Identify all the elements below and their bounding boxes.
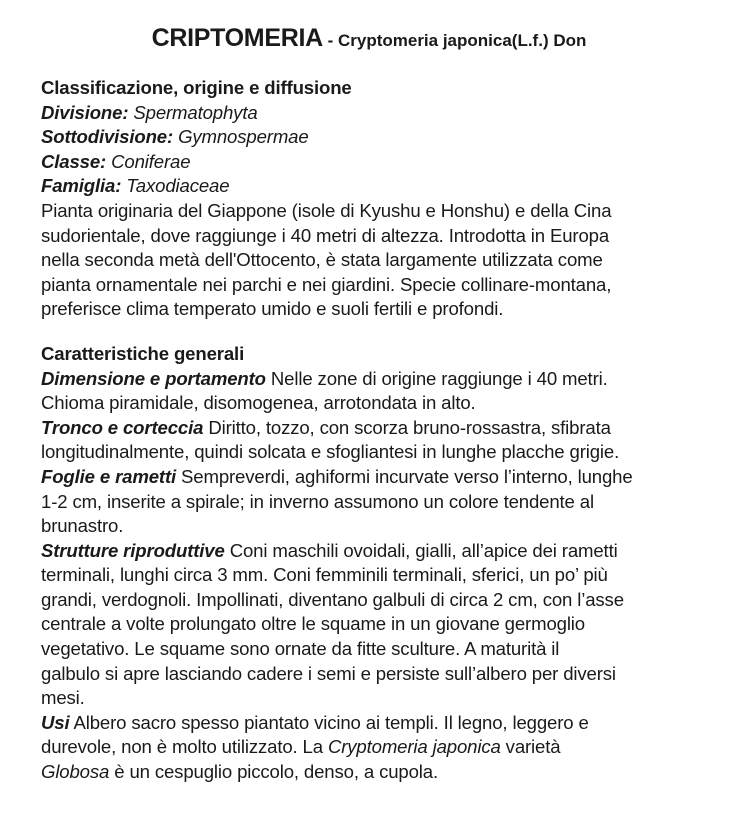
leaves-text: Sempreverdi, aghiformi incurvate verso l’interno, lunghe [176,465,633,487]
title-main: CRIPTOMERIA [151,24,323,52]
uses-text: varietà [500,736,561,758]
trunk-text: Diritto, tozzo, con scorza bruno-rossastra, sfibrata [203,416,611,438]
size-label: Dimensione e portamento [41,367,266,389]
repro-paragraph-line: centrale a volte prolungato oltre le squame in un giovane germoglio [41,613,585,635]
trunk-paragraph-line [41,416,721,441]
repro-paragraph-line [41,539,721,564]
section-heading-classification: Classificazione, origine e diffusione [41,77,352,98]
subdivision-label: Sottodivisione: [41,126,174,148]
division-label: Divisione: [41,101,129,123]
family-label: Famiglia: [41,175,122,197]
division-row [41,101,721,126]
size-text: Nelle zone di origine raggiunge i 40 metri. [265,367,608,389]
division-value: Spermatophyta [128,101,258,123]
origin-text-line: pianta ornamentale nei parchi e nei giardini. Specie collinare-montana, [41,273,612,295]
section-spacer [41,322,721,342]
leaves-paragraph-line [41,465,721,490]
class-value: Coniferae [106,150,191,172]
repro-paragraph-line: mesi. [41,687,85,709]
trunk-label: Tronco e corteccia [41,416,204,438]
document-body [41,76,721,785]
origin-text-line: sudorientale, dove raggiunge i 40 metri di altezza. Introdotta in Europa [41,224,610,246]
class-row [41,150,721,175]
repro-label: Strutture riproduttive [41,539,225,561]
uses-paragraph-line [41,711,721,736]
origin-text-line: Pianta originaria del Giappone (isole di Kyushu e Honshu) e della Cina [41,199,612,221]
origin-text-line: nella seconda metà dell'Ottocento, è stata largamente utilizzata come [41,249,603,271]
repro-paragraph-line: vegetativo. Le squame sono ornate da fitte sculture. A maturità il [41,638,560,660]
uses-text: durevole, non è molto utilizzato. La [41,736,328,758]
repro-paragraph-line: grandi, verdognoli. Impollinati, diventano galbuli di circa 2 cm, con l’asse [41,588,624,610]
leaves-label: Foglie e rametti [41,465,177,487]
family-value: Taxodiaceae [121,175,230,197]
origin-text-line: preferisce clima temperato umido e suoli fertili e profondi. [41,298,504,320]
leaves-paragraph-line: 1-2 cm, inserite a spirale; in inverno assumono un colore tendente al [41,490,594,512]
size-paragraph-line: Chioma piramidale, disomogenea, arrotondata in alto. [41,392,476,414]
repro-paragraph-line: galbulo si apre lasciando cadere i semi e persiste sull’albero per diversi [41,662,616,684]
uses-label: Usi [41,711,70,733]
species-name: Cryptomeria japonica [327,736,501,758]
uses-paragraph-line [41,760,721,785]
uses-text: è un cespuglio piccolo, denso, a cupola. [109,761,438,783]
subdivision-value: Gymnospermae [173,126,309,148]
family-row [41,174,721,199]
repro-paragraph-line: terminali, lunghi circa 3 mm. Coni femminili terminali, sferici, un po’ più [41,564,608,586]
title-subtitle: - Cryptomeria japonica(L.f.) Don [322,31,587,50]
section-heading-general: Caratteristiche generali [41,342,245,364]
repro-text: Coni maschili ovoidali, gialli, all’apice dei rametti [224,539,618,561]
document-title [0,24,738,53]
trunk-paragraph-line: longitudinalmente, quindi solcata e sfogliantesi in lunghe placche grigie. [41,441,620,463]
size-paragraph-line [41,367,721,392]
uses-paragraph-line [41,735,721,760]
leaves-paragraph-line: brunastro. [41,515,124,537]
subdivision-row [41,125,721,150]
uses-text: Albero sacro spesso piantato vicino ai templi. Il legno, leggero e [69,711,589,733]
variety-name: Globosa [41,761,110,783]
class-label: Classe: [41,150,107,172]
